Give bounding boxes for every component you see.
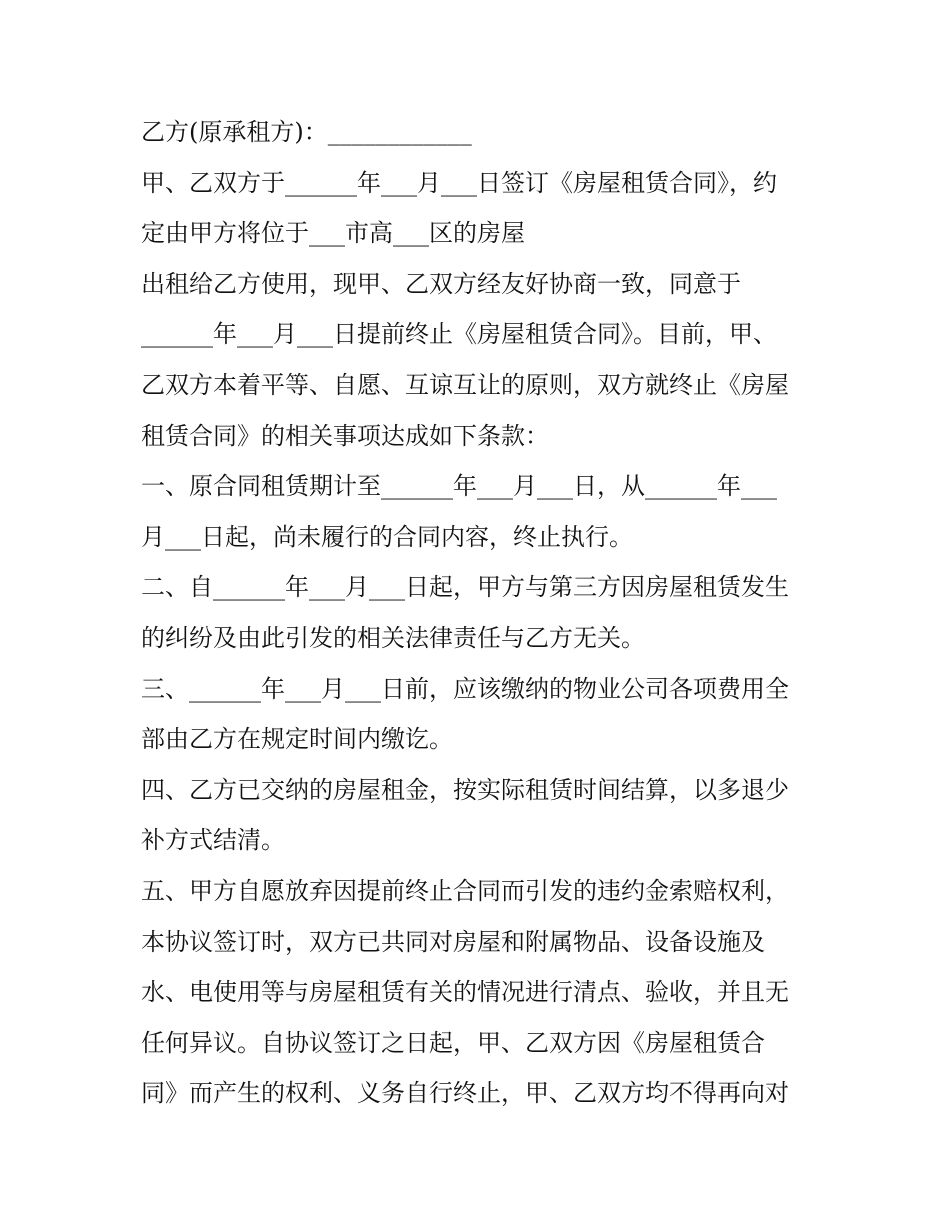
clause-5-line: 水、电使用等与房屋租赁有关的情况进行清点、验收，并且无: [141, 978, 789, 1007]
clause-4-line: 补方式结清。: [141, 826, 285, 855]
text-line: 甲、乙双方于______年___月___日签订《房屋租赁合同》，约: [141, 168, 777, 197]
text-line: ______年___月___日提前终止《房屋租赁合同》。目前，甲、: [141, 320, 777, 349]
text-line: 乙双方本着平等、自愿、互谅互让的原则，双方就终止《房屋: [141, 370, 789, 399]
clause-3-line: 部由乙方在规定时间内缴讫。: [141, 725, 453, 754]
text-line: 租赁合同》的相关事项达成如下条款：: [141, 421, 549, 450]
clause-5-line: 任何异议。自协议签订之日起，甲、乙双方因《房屋租赁合: [141, 1028, 765, 1057]
clause-3-line: 三、______年___月___日前，应该缴纳的物业公司各项费用全: [141, 674, 789, 703]
text-line: 定由甲方将位于___市高___区的房屋: [141, 219, 525, 248]
agreement-text: [141, 107, 821, 1119]
clause-1-line: 一、原合同租赁期计至______年___月___日，从______年___: [141, 472, 777, 501]
text-line-party-b: 乙方(原承租方)：____________: [141, 118, 472, 146]
clause-5-line: 同》而产生的权利、义务自行终止，甲、乙双方均不得再向对: [141, 1079, 789, 1108]
clause-1-line: 月___日起，尚未履行的合同内容，终止执行。: [141, 522, 633, 551]
clause-5-line: 本协议签订时，双方已共同对房屋和附属物品、设备设施及: [141, 927, 765, 956]
text-line: 出租给乙方使用，现甲、乙双方经友好协商一致，同意于: [141, 269, 741, 298]
clause-2-line: 的纠纷及由此引发的相关法律责任与乙方无关。: [141, 623, 645, 652]
clause-5-line: 五、甲方自愿放弃因提前终止合同而引发的违约金索赔权利，: [141, 876, 789, 905]
clause-4-line: 四、乙方已交纳的房屋租金，按实际租赁时间结算，以多退少: [141, 775, 789, 804]
clause-2-line: 二、自______年___月___日起，甲方与第三方因房屋租赁发生: [141, 573, 789, 602]
